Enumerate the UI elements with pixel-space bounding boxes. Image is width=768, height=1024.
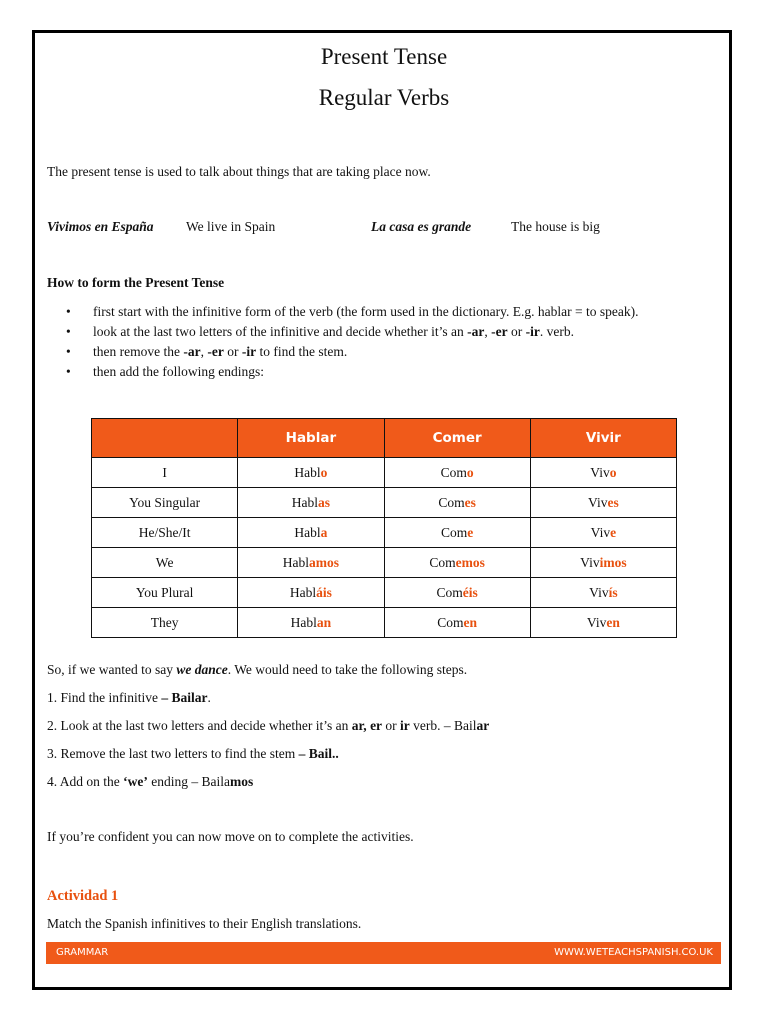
verb-ending: emos [455, 554, 485, 570]
verb-ending: e [467, 524, 474, 540]
page-title: Present Tense [320, 44, 448, 69]
conjugation-cell [530, 608, 676, 638]
steps-intro: So, if we wanted to say we dance. We would need to take the following steps. [47, 662, 468, 677]
verb-ending: ís [608, 584, 618, 600]
howto-heading: How to form the Present Tense [47, 275, 225, 290]
verb-stem: Viv [590, 464, 610, 480]
verb-ending: áis [316, 584, 332, 600]
table-row [92, 488, 677, 518]
conjugation-cell [238, 608, 384, 638]
pronoun-cell: They [92, 608, 238, 638]
verb-ending: o [609, 464, 617, 480]
verb-ending: éis [462, 584, 478, 600]
table-header-comer: Comer [384, 419, 530, 458]
example-spanish-2: La casa es grande [371, 219, 472, 234]
verb-stem: Com [438, 494, 465, 510]
confident-text: If you’re confident you can now move on to complete the activities. [47, 829, 414, 844]
conjugation-cell [238, 458, 384, 488]
verb-ending: o [320, 464, 328, 480]
conjugation-cell [530, 548, 676, 578]
conjugation-cell [530, 518, 676, 548]
table-row [92, 458, 677, 488]
verb-ending: e [610, 524, 617, 540]
bullet-icon: • [66, 344, 71, 359]
list-item: • then add the following endings: [66, 362, 638, 382]
conjugation-cell [238, 548, 384, 578]
verb-stem: Com [440, 524, 468, 540]
verb-stem: Habl [282, 554, 309, 570]
verb-ending: as [317, 494, 330, 510]
verb-stem: Viv [590, 524, 611, 540]
table-header-hablar: Hablar [238, 419, 384, 458]
pronoun-cell: You Plural [92, 578, 238, 608]
table-row [92, 578, 677, 608]
conjugation-cell [238, 578, 384, 608]
verb-ending: amos [309, 554, 339, 570]
verb-stem: Viv [588, 494, 608, 510]
verb-stem: Viv [580, 554, 600, 570]
page-subtitle: Regular Verbs [318, 85, 450, 110]
intro-text: The present tense is used to talk about things that are taking place now. [47, 164, 431, 179]
list-item: • look at the last two letters of the infinitive and decide whether it’s an -ar, -er or -ir. verb. [66, 322, 638, 342]
table-row [92, 608, 677, 638]
verb-stem: Habl [289, 584, 317, 600]
activity-instruction: Match the Spanish infinitives to their English translations. [47, 916, 362, 931]
pronoun-cell: He/She/It [92, 518, 238, 548]
conjugation-cell [238, 518, 384, 548]
example-english-2: The house is big [511, 219, 600, 234]
conjugation-cell [384, 608, 530, 638]
pronoun-cell: I [92, 458, 238, 488]
verb-stem: Com [437, 614, 464, 630]
verb-ending: imos [599, 554, 627, 570]
list-item: • first start with the infinitive form of the verb (the form used in the dictionary. E.g. hablar = to speak). [66, 302, 638, 322]
verb-endings-table [91, 418, 677, 638]
conjugation-cell [384, 518, 530, 548]
step-2: 2. Look at the last two letters and decide whether it’s an ar, er or ir verb. – Bailar [47, 718, 490, 733]
example-spanish-1: Vivimos en España [47, 219, 154, 234]
table-header-vivir: Vivir [530, 419, 676, 458]
step-1: 1. Find the infinitive – Bailar. [47, 690, 211, 705]
pronoun-cell: You Singular [92, 488, 238, 518]
bullet-icon: • [66, 304, 71, 319]
bullet-icon: • [66, 324, 71, 339]
step-4: 4. Add on the ‘we’ ending – Bailamos [47, 774, 254, 789]
table-header-corner [92, 419, 238, 458]
verb-stem: Habl [291, 494, 318, 510]
verb-stem: Com [440, 464, 467, 480]
conjugation-cell [530, 458, 676, 488]
verb-ending: es [464, 494, 476, 510]
conjugation-cell [384, 548, 530, 578]
step-3: 3. Remove the last two letters to find the stem – Bail.. [47, 746, 339, 761]
list-item: • then remove the -ar, -er or -ir to find the stem. [66, 342, 638, 362]
conjugation-cell [384, 488, 530, 518]
pronoun-cell: We [92, 548, 238, 578]
conjugation-cell [238, 488, 384, 518]
steps-list [66, 302, 638, 382]
verb-stem: Viv [589, 584, 609, 600]
verb-stem: Com [429, 554, 456, 570]
verb-ending: o [466, 464, 474, 480]
conjugation-cell [384, 578, 530, 608]
conjugation-cell [530, 488, 676, 518]
footer-section-label: GRAMMAR [56, 947, 109, 958]
footer-bar [46, 942, 721, 964]
bullet-icon: • [66, 364, 71, 379]
verb-ending: en [606, 614, 620, 630]
verb-stem: Habl [290, 614, 317, 630]
activity-title: Actividad 1 [47, 888, 119, 904]
table-row [92, 548, 677, 578]
conjugation-cell [530, 578, 676, 608]
verb-ending: es [607, 494, 619, 510]
verb-stem: Com [436, 584, 463, 600]
verb-ending: en [463, 614, 477, 630]
footer-website[interactable]: WWW.WETEACHSPANISH.CO.UK [554, 947, 713, 958]
verb-ending: an [316, 614, 332, 630]
table-row [92, 518, 677, 548]
verb-stem: Viv [586, 614, 607, 630]
table-header-row [92, 419, 677, 458]
conjugation-cell [384, 458, 530, 488]
verb-stem: Habl [294, 524, 321, 540]
example-english-1: We live in Spain [186, 219, 276, 234]
verb-ending: a [320, 524, 328, 540]
verb-stem: Habl [294, 464, 321, 480]
